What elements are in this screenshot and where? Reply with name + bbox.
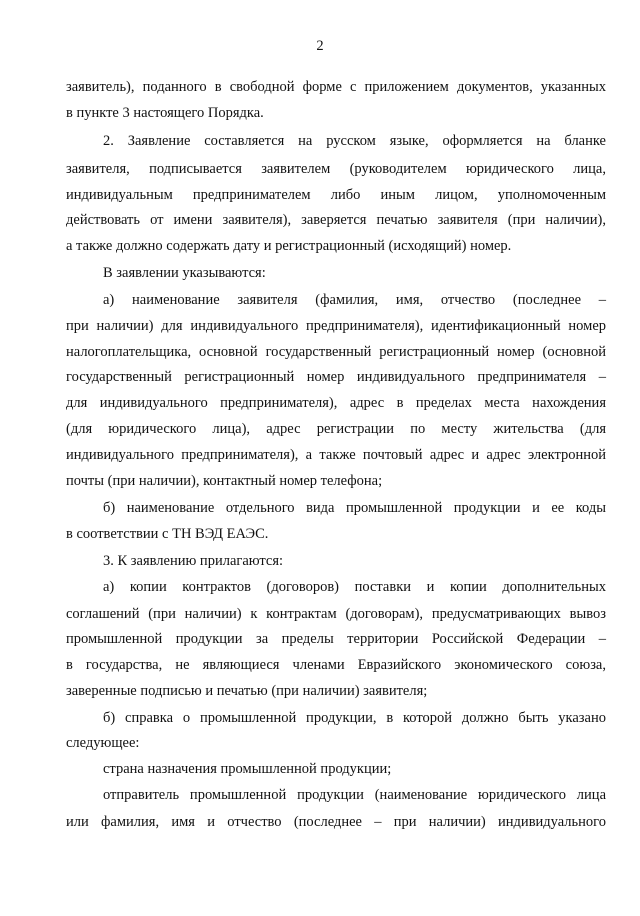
text-line: следующее: xyxy=(66,735,140,751)
text-line: индивидуального предпринимателя), а также почтовый адрес и адрес электронной xyxy=(66,447,606,463)
text-line: б) наименование отдельного вида промышленной продукции и ее коды xyxy=(103,500,606,516)
text-line: заверенные подписью и печатью (при наличии) заявителя; xyxy=(66,683,428,699)
text-line: в соответствии с ТН ВЭД ЕАЭС. xyxy=(66,526,269,542)
text-line: для индивидуального предпринимателя), адрес в пределах места нахождения xyxy=(66,395,606,411)
text-line: налогоплательщика, основной государственный регистрационный номер (основной xyxy=(66,344,606,360)
text-line: промышленной продукции за пределы территории Российской Федерации – xyxy=(66,631,606,647)
text-line: заявитель), поданного в свободной форме с приложением документов, указанных xyxy=(66,79,606,95)
text-line: государственный регистрационный номер индивидуального предпринимателя – xyxy=(66,369,606,385)
text-line: или фамилия, имя и отчество (последнее – при наличии) индивидуального xyxy=(66,814,606,830)
text-line: при наличии) для индивидуального предпринимателя), идентификационный номер xyxy=(66,318,606,334)
text-line: а) наименование заявителя (фамилия, имя, отчество (последнее – xyxy=(103,292,606,308)
text-line: почты (при наличии), контактный номер телефона; xyxy=(66,473,383,489)
text-line: б) справка о промышленной продукции, в которой должно быть указано xyxy=(103,710,606,726)
text-line: в пункте 3 настоящего Порядка. xyxy=(66,105,264,121)
page-number: 2 xyxy=(316,38,324,54)
text-line: В заявлении указываются: xyxy=(103,265,266,281)
text-line: страна назначения промышленной продукции; xyxy=(103,761,392,777)
text-line: индивидуальным предпринимателем либо иным лицом, уполномоченным xyxy=(66,187,606,203)
text-line: 2. Заявление составляется на русском языке, оформляется на бланке xyxy=(103,133,606,149)
text-line: действовать от имени заявителя), заверяется печатью заявителя (при наличии), xyxy=(66,212,606,228)
text-line: (для юридического лица), адрес регистрации по месту жительства (для xyxy=(66,421,606,437)
text-line: отправитель промышленной продукции (наименование юридического лица xyxy=(103,787,606,803)
text-line: в государства, не являющиеся членами Евразийского экономического союза, xyxy=(66,657,606,673)
text-line: а) копии контрактов (договоров) поставки и копии дополнительных xyxy=(103,579,606,595)
text-line: заявителя, подписывается заявителем (руководителем юридического лица, xyxy=(66,161,606,177)
text-line: 3. К заявлению прилагаются: xyxy=(103,553,284,569)
text-line: соглашений (при наличии) к контрактам (договорам), предусматривающих вывоз xyxy=(66,606,606,622)
text-line: а также должно содержать дату и регистрационный (исходящий) номер. xyxy=(66,238,512,254)
